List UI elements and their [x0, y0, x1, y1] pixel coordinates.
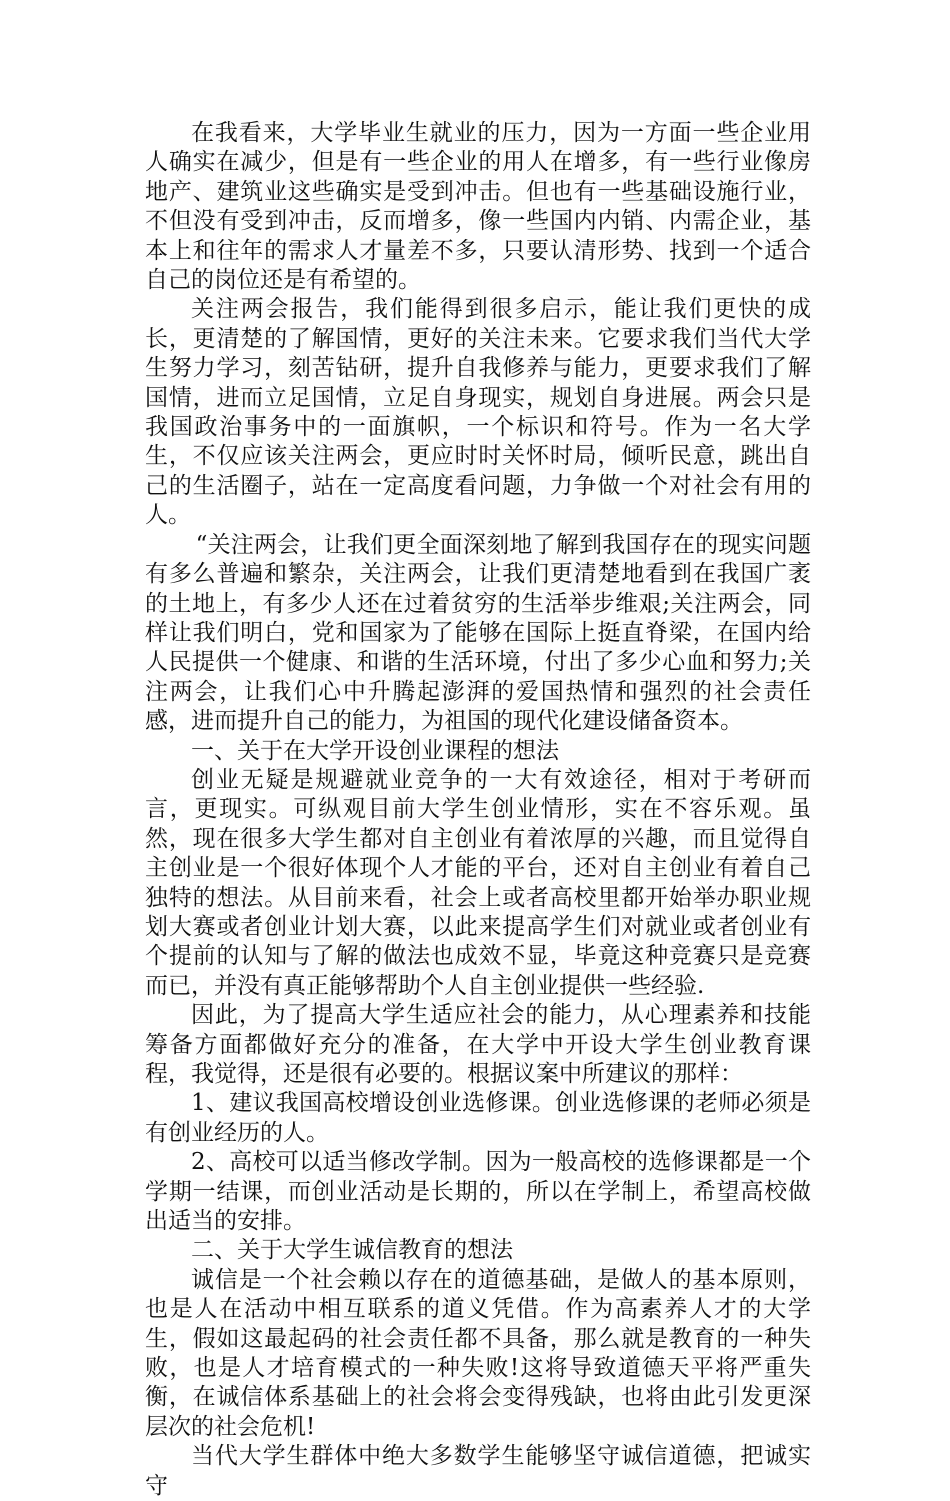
paragraph-integrity: 诚信是一个社会赖以存在的道德基础，是做人的基本原则，也是人在活动中相互联系的道义凭借。作为高素养人才的大学生，假如这最起码的社会责任都不具备，那么就是教育的一种失败，也是人才培育模式的一种失败!这将导致道德天平将严重失衡，在诚信体系基础上的社会将会变得残缺，也将由此引发更深层次的社会危机!	[145, 1266, 811, 1440]
paragraph-therefore: 因此，为了提高大学生适应社会的能力，从心理素养和技能筹备方面都做好充分的准备，在大学中开设大学生创业教育课程，我觉得，还是很有必要的。根据议案中所建议的那样：	[145, 1002, 811, 1087]
paragraph-two-sessions-report: 关注两会报告，我们能得到很多启示，能让我们更快的成长，更清楚的了解国情，更好的关注未来。它要求我们当代大学生努力学习，刻苦钻研，提升自我修养与能力，更要求我们了解国情，进而立足国情，立足自身现实，规划自身进展。两会只是我国政治事务中的一面旗帜，一个标识和符号。作为一名大学生，不仅应该关注两会，更应时时关怀时局，倾听民意，跳出自己的生活圈子，站在一定高度看问题，力争做一个对社会有用的人。	[145, 296, 811, 529]
paragraph-entrepreneurship: 创业无疑是规避就业竞争的一大有效途径，相对于考研而言，更现实。可纵观目前大学生创业情形，实在不容乐观。虽然，现在很多大学生都对自主创业有着浓厚的兴趣，而且觉得自主创业是一个很好体现个人才能的平台，还对自主创业有着自己独特的想法。从目前来看，社会上或者高校里都开始举办职业规划大赛或者创业计划大赛，以此来提高学生们对就业或者创业有个提前的认知与了解的做法也成效不显，毕竟这种竞赛只是竞赛而已，并没有真正能够帮助个人自主创业提供一些经验.	[145, 766, 811, 999]
document-body	[145, 119, 811, 1501]
paragraph-two-sessions-quote: “关注两会，让我们更全面深刻地了解到我国存在的现实问题有多么普遍和繁杂，关注两会，让我们更清楚地看到在我国广袤的土地上，有多少人还在过着贫穷的生活举步维艰;关注两会，同样让我们明白，党和国家为了能够在国际上挺直脊梁，在国内给人民提供一个健康、和谐的生活环境，付出了多少心血和努力;关注两会，让我们心中升腾起澎湃的爱国热情和强烈的社会责任感，进而提升自己的能力，为祖国的现代化建设储备资本。	[145, 531, 811, 735]
section-heading-entrepreneurship: 一、关于在大学开设创业课程的想法	[191, 737, 559, 764]
section-heading-integrity: 二、关于大学生诚信教育的想法	[191, 1237, 513, 1264]
list-item-suggestion-1: 1、建议我国高校增设创业选修课。创业选修课的老师必须是有创业经历的人。	[145, 1090, 811, 1146]
paragraph-integrity-continued: 当代大学生群体中绝大多数学生能够坚守诚信道德，把诚实守	[145, 1443, 811, 1499]
paragraph-employment-pressure: 在我看来，大学毕业生就业的压力，因为一方面一些企业用人确实在减少，但是有一些企业的用人在增多，有一些行业像房地产、建筑业这些确实是受到冲击。但也有一些基础设施行业，不但没有受到冲击，反而增多，像一些国内内销、内需企业，基本上和往年的需求人才量差不多，只要认清形势、找到一个适合自己的岗位还是有希望的。	[145, 120, 811, 294]
list-item-suggestion-2: 2、高校可以适当修改学制。因为一般高校的选修课都是一个学期一结课，而创业活动是长期的，所以在学制上，希望高校做出适当的安排。	[145, 1149, 811, 1235]
